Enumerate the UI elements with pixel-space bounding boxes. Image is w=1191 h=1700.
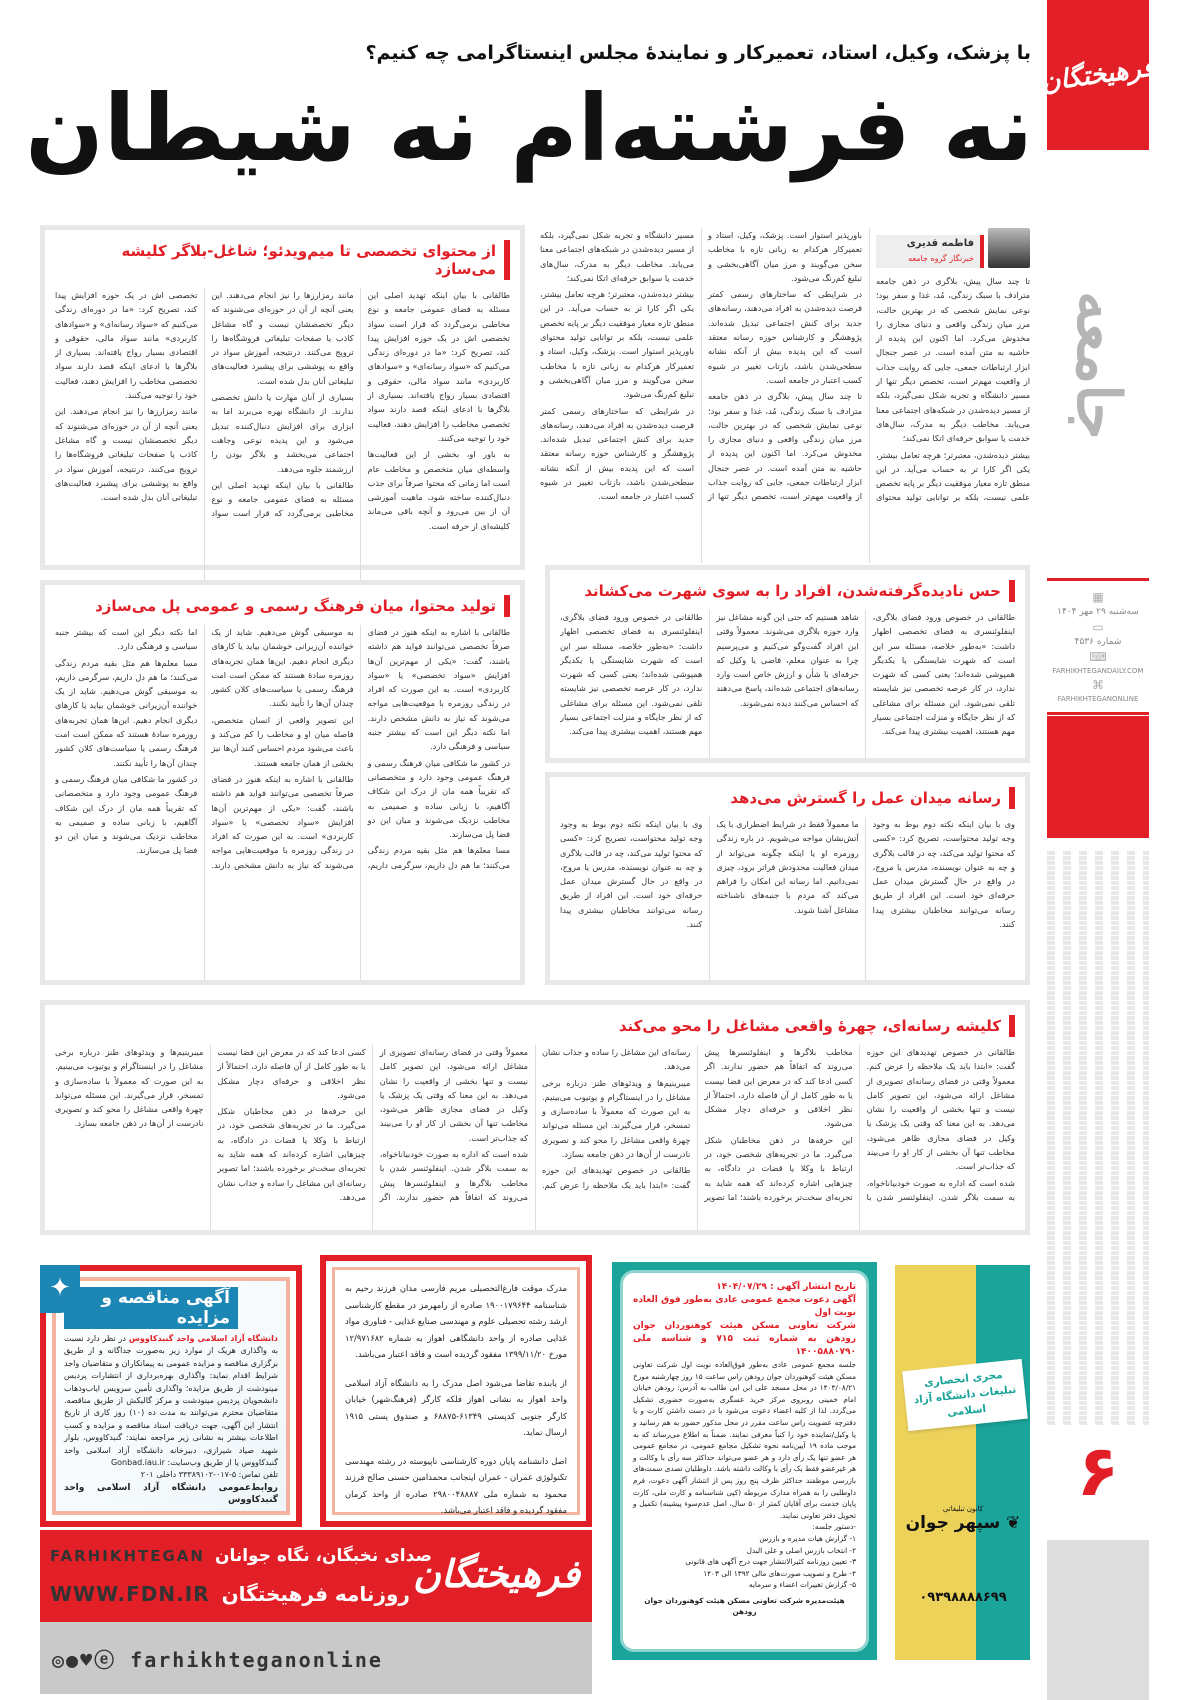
lead-article <box>540 228 1030 563</box>
article-box <box>545 772 1030 985</box>
paragraph: میبرینیم‌ها و ویدئوهای طنز درباره برخی مشاغل را در اینستاگرام و یوتیوب می‌بینیم. به این صورت که معمولاً با ساده‌سازی و تمسخر، قرار می‌گیرند. این مسئله می‌تواند چهرهٔ واقعی مشاغل را محو کند و تصویری نادرست از آن‌ها در ذهن جامعه بسازد. <box>542 1077 691 1160</box>
article-body <box>560 817 1015 980</box>
paragraph: تا چند سال پیش، بلاگری در ذهن جامعه مترادف با سبک زندگی، مُد، غذا و سفر بود؛ نوعی نمایش شخصی که در بهترین حالت، مرز میان زندگی واقعی و دنیای مجازی را مخدوش می‌کرد. اما اکنون این پدیده از حاشیه به متن آمده است. در عصر جنجال ابزار ارتباطات جمعی، جایی که روایت جذاب از واقعیت مهم‌تر است، تخصص دیگر تنها از مسیر دانشگاه و تجربه شکل نمی‌گیرد، بلکه از مسیر دیده‌شدن در شبکه‌های اجتماعی معنا می‌یابد. مخاطب دیگر به مدرک، سال‌های خدمت یا سوابق حرفه‌ای اتکا نمی‌کند؛ <box>876 276 1030 444</box>
paragraph: بیشتر دیده‌شدن، معتبرتر؛ هرچه تعامل بیشتر، یکی اگر کارا تر به حساب می‌آید. در این منطق تازه معیار موفقیت دیگر بر پایه تخصص علمی نیست، بلکه بر توانایی تولید محتوای باورپذیر استوار است. پزشک، وکیل، استاد و تعمیرکار هرکدام به زبانی تازه با مخاطب سخن می‌گویند و مرز میان آگاهی‌بخشی و تبلیغ کم‌رنگ می‌شود. <box>540 289 694 400</box>
paragraph: طالقانی در خصوص ورود فضای بلاگری، اینفلوئنسری به فضای تخصصی اظهار داشت: «به‌طور خلاصه، مسئله سر این است که شهرت شایستگی یا یکدیگر همپوشی شده‌اند؛ یعنی کسی که شهرت ندارد، در کار عرصه تخصصی نیز شایسته تلقی نمی‌شود. این مسئله برای مشاغلی که از نظر جایگاه و منزلت اجتماعی بسیار مهم هستند، اهمیت بیشتری پیدا می‌کند. <box>872 612 1015 737</box>
paragraph: مانند رمزارزها را نیز انجام می‌دهند. این یعنی آنچه از آن در حوزه‌ای می‌شنوند که دیگر تخصصشان نیست و گاه مشاغل کاذب یا صفحات تبلیغاتی فروشگاه‌ها را ترویج می‌کنند. درنتیجه، آموزش سواد در واقع به پوششی برای پیشبرد فعالیت‌های تبلیغاتی آنان بدل شده است. <box>55 406 198 503</box>
agenda-item: ۴- طرح و تصویب صورت‌های مالی ۱۳۹۲ الی ۱۴۰۳ <box>703 1568 856 1578</box>
paragraph: تا چند سال پیش، بلاگری در ذهن جامعه مترادف با سبک زندگی، مُد، غذا و سفر بود؛ نوعی نمایش شخصی که در بهترین حالت، مرز میان زندگی واقعی و دنیای مجازی را مخدوش می‌کرد. اما اکنون این پدیده از حاشیه به متن آمده است. در عصر جنجال ابزار ارتباطات جمعی، جایی که روایت جذاب از واقعیت مهم‌تر است، تخصص دیگر تنها از مسیر دانشگاه و تجربه شکل نمی‌گیرد، بلکه از مسیر دیده‌شدن در شبکه‌های اجتماعی معنا می‌یابد. مخاطب دیگر به مدرک، سال‌های خدمت یا سوابق حرفه‌ای اتکا نمی‌کند؛ <box>540 230 862 502</box>
paragraph: مسا معلم‌ها هم مثل بقیه مردم زندگی می‌کنند؛ ما هم دل داریم، سرگرمی داریم، به موسیقی گوش می‌دهیم. شاید از یک خواننده آن‌زیرانی خوشمان بیاید یا کارهای دیگری انجام دهیم. این‌ها همان تجربه‌های روزمره سادهٔ هستند که ممکن است امت فرهنگ رسمی یا سیاست‌های کلان کشور چندان آن‌ها را تأیید نکنند. <box>55 657 198 768</box>
agenda-title: -دستور جلسه: <box>812 1522 856 1532</box>
tender-org: دانشگاه آزاد اسلامی واحد گنبدکاووس <box>128 1334 279 1343</box>
social-handle: FARHIKHTEGANONLINE <box>1057 695 1139 703</box>
website: FARHIKHTEGANDAILY.COM <box>1052 667 1144 675</box>
paragraph: شده است که اداره به صورت خودبیاناخواه، به سمت بلاگر شدن. اینفلوئنسر شدن با مخاطب بلاگرها و اینفلوئنسرها پیش می‌روند که اتفاقاً هم حضور ندارند. اگر کسی ادعا کند که در معرض این فضا نیست یا به طور کامل از آن فاصله دارد، احتمالاً از نظر اخلاقی و حرفه‌ای دچار مشکل می‌شود. <box>704 1047 1015 1202</box>
paragraph: در شرایطی که ساختارهای رسمی کمتر فرصت دیده‌شدن به افراد می‌دهند، رسانه‌های جدید برای کنش اجتماعی تبدیل شده‌اند. پژوهشگر و کارشناس حوزه رسانه معتقد است که این پدیده بیش از آنکه نشانه سطحی‌شدن باشد، بازتاب تغییر در شیوه کسب اعتبار در جامعه است. <box>540 405 694 502</box>
article-body <box>55 1045 1015 1230</box>
paragraph: به باور او، بخشی از این فعالیت‌ها واسطه‌ای میان متخصص و مخاطب عام است اما زمانی که محتوا صرفاً برای جذب دنبال‌کننده ساخته شود، ماهیت آموزشی آن از بین می‌رود و آنچه باقی می‌ماند کلیشه‌ای از حرفه است. <box>367 449 510 531</box>
headline-kicker: با پزشک، وکیل، استاد، تعمیرکار و نمایندهٔ مجلس اینستاگرامی چه کنیم؟ <box>365 42 1031 64</box>
issue-date: سه‌شنبه ۲۹ مهر ۱۴۰۴ <box>1057 607 1139 617</box>
paragraph: شاهد هستیم که حتی این گونه مشاغل نیز وارد حوزه بلاگری می‌شوند. معمولاً وقتی این افراد گفت‌وگو می‌کنیم و می‌پرسیم چرا به عنوان معلم، قاضی یا وکیل که حرفه‌ای با شأن و ارزش خاص است وارد رسانه‌های اجتماعی شده‌اند، پاسخ می‌دهند که احساس می‌کنند دیده نمی‌شوند. <box>716 612 859 708</box>
banner-social[interactable]: farhikhteganonline <box>130 1648 383 1672</box>
tender-ad <box>40 1265 302 1527</box>
paragraph: طالقانی در خصوص تهدیدهای این حوزه گفت: «ابتدا باید یک ملاحظه را عرض کنم. معمولاً وقتی در فضای رسانه‌ای تصویری از مشاغل ارائه می‌شود، این تصویر کامل نیست و تنها بخشی از واقعیت را نشان می‌دهد. به این معنا که وقتی یک پزشک یا وکیل در فضای مجازی ظاهر می‌شود، مخاطب تنها آن بخشی از کار او را می‌بیند که جذاب‌تر است. <box>379 1047 691 1190</box>
section-title: جامعه <box>1063 290 1133 440</box>
social-icon: ⌘ <box>1092 678 1104 692</box>
author-name: فاطمه قدیری <box>906 238 974 250</box>
banner-slogan: صدای نخبگان، نگاه جوانان <box>214 1546 432 1566</box>
paragraph: این حرفه‌ها در ذهن مخاطبان شکل می‌گیرد. ما در تجربه‌های شخصی خود، در ارتباط با وکلا یا قضات در دادگاه، به چیزهایی اشاره کرده‌اند که همه شاید به تجربه‌ای سخت‌تر برخورده باشند؛ اما تصویر رسانه‌ای این مشاغل را ساده و جذاب نشان می‌دهد. <box>542 1047 853 1202</box>
rail-pattern-lines <box>1047 850 1149 1425</box>
paragraph: بیشتر دیده‌شدن، معتبرتر؛ هرچه تعامل بیشتر، یکی اگر کارا تر به حساب می‌آید. در این منطق تازه معیار موفقیت دیگر بر پایه تخصص علمی نیست، بلکه بر توانایی تولید محتوای باورپذیر استوار است. پزشک، وکیل، استاد و تعمیرکار هرکدام به زبانی تازه با مخاطب سخن می‌گویند و مرز میان آگاهی‌بخشی و تبلیغ کم‌رنگ می‌شود. <box>708 230 1030 503</box>
banner-text <box>50 1538 432 1614</box>
assembly-heading: آگهی دعوت مجمع عمومی عادی به‌طور فوق العاده نوبت اول <box>633 1295 856 1318</box>
paragraph: مانند رمزارزها را نیز انجام می‌دهند. این یعنی آنچه از آن در حوزه‌ای می‌شنوند که دیگر تخصصشان نیست و گاه مشاغل کاذب یا صفحات تبلیغاتی فروشگاه‌ها را ترویج می‌کنند. درنتیجه، آموزش سواد در واقع به پوششی برای پیشبرد فعالیت‌های تبلیغاتی آنان بدل شده است. <box>211 290 354 386</box>
banner-url[interactable]: WWW.FDN.IR <box>50 1582 210 1606</box>
issue-number: شماره ۴۵۳۶ <box>1074 637 1122 647</box>
tender-ad-title: آگهی مناقصه و مزایده <box>64 1287 238 1329</box>
paragraph: در شرایطی که ساختارهای رسمی کمتر فرصت دیده‌شدن به افراد می‌دهند، رسانه‌های جدید برای کنش اجتماعی تبدیل شده‌اند. پژوهشگر و کارشناس حوزه رسانه معتقد است که این پدیده بیش از آنکه نشانه سطحی‌شدن باشد، بازتاب تغییر در شیوه کسب اعتبار در جامعه است. <box>708 289 862 385</box>
paragraph: این تصویر واقعی از انسان متخصص، فاصله میان او و مخاطب را کم می‌کند و باعث می‌شود مردم احساس کنند آن‌ها نیز بخشی از همان جامعه هستند. <box>211 714 354 768</box>
agenda-item: ۵- گزارش تغییرات اعضاء و سرمایه <box>748 1580 856 1590</box>
agency-phone: ۰۹۳۹۸۸۸۸۶۹۹ <box>919 1590 1007 1605</box>
issue-info <box>1047 578 1149 715</box>
article-title: تولید محتوا، میان فرهنگ رسمی و عمومی پل می‌سازد <box>87 595 510 617</box>
agency-name: سپهر جوان <box>905 1513 1001 1533</box>
assembly-date: تاریخ انتشار آگهی : ۱۴۰۴/۰۷/۲۹ <box>716 1282 856 1292</box>
assembly-signature: هیئت‌مدیره شرکت تعاونی مسکن هیئت کوهنوردان جوان رودهن <box>644 1595 845 1617</box>
university-logo-icon: ✦ <box>40 1265 80 1313</box>
paragraph: بسیاری از آنان مهارت یا دانش تخصصی ندارند. از دانشگاه بهره می‌برند اما به ابزاری برای افزایش دنبال‌کننده تبدیل می‌شود و این پدیده نوعی وجاهت اجتماعی می‌بخشد و بلاگر بودن را ارزشمند جلوه می‌دهد. <box>211 392 354 474</box>
paragraph: وی با بیان اینکه نکته دوم بوط به وجود وجه تولید محتواست، تصریح کرد: «کسی که محتوا تولید می‌کند، چه در قالب بلاگری و چه به عنوان نویسنده، مدرس یا مروج، در واقع در حال گسترش میدان عمل حرفه‌ای خود است. این افراد از طریق رسانه می‌توانند مخاطبان بیشتری پیدا کنند. <box>872 819 1015 930</box>
tender-phone: تلفن تماس: ۵-۰۱۷-۳۳۳۸۹۱۰۲ داخلی ۲۰۱ <box>140 1470 278 1480</box>
web-icon: ⌨ <box>1089 650 1107 664</box>
article-body <box>55 625 510 980</box>
lost-notice: اصل دانشنامه پایان دوره کارشناسی ناپیوسته در رشته مهندسی تکنولوژی عمران - عمران اینجانب محمدامین حسنی صالح فرزند محمود به شماره ملی ۲۹۸۰۰۴۸۸۸۷ صادره از واحد کرمان مفقود گردیده و فاقد اعتبار می‌باشد. <box>345 1455 567 1515</box>
number-icon: ▭ <box>1092 620 1104 634</box>
assembly-ad <box>612 1262 877 1660</box>
headline-title: نه فرشته‌ام نه شیطان <box>25 75 1033 182</box>
article-box <box>40 580 525 985</box>
author-photo <box>988 228 1030 268</box>
article-body <box>55 288 510 583</box>
article-box <box>40 1000 1030 1235</box>
tender-signature: روابط‌عمومی دانشگاه آزاد اسلامی واحد گنبدکاووس <box>64 1482 278 1506</box>
agency-leaf-icon: ❦ <box>1000 1513 1021 1533</box>
article-box <box>545 565 1030 763</box>
banner-logo: فرهیختگان <box>412 1551 581 1596</box>
assembly-company: شرکت تعاونی مسکن هیئت کوهنوردان جوان رودهن به شماره ثبت ۷۱۵ و شناسه ملی ۱۴۰۰۵۸۸۰۷۹۰ <box>633 1321 856 1357</box>
paragraph: میبرینیم‌ها و ویدئوهای طنز درباره برخی مشاغل را در اینستاگرام و یوتیوب می‌بینیم. به این صورت که معمولاً با ساده‌سازی و تمسخر، قرار می‌گیرند. این مسئله می‌تواند چهرهٔ واقعی مشاغل را محو کند و تصویری نادرست از آن‌ها در ذهن جامعه بسازد. <box>55 1047 204 1129</box>
promo-banner <box>40 1530 592 1622</box>
paragraph: مسا معلم‌ها هم مثل بقیه مردم زندگی می‌کنند؛ ما هم دل داریم، سرگرمی داریم، به موسیقی گوش می‌دهیم. شاید از یک خواننده آن‌زیرانی خوشمان بیاید یا کارهای دیگری انجام دهیم. این‌ها همان تجربه‌های روزمره سادهٔ هستند که ممکن است امت فرهنگ رسمی یا سیاست‌های کلان کشور چندان آن‌ها را تأیید نکنند. <box>211 627 510 870</box>
assembly-body: جلسه مجمع عمومی عادی به‌طور فوق‌العاده نوبت اول شرکت تعاونی مسکن هیئت کوهنوردان جوان رودهن راس ساعت ۱۵ روز چهارشنبه مورخ ۱۴۰۴/۰۸/۲۱ در محل مسجد علی ابن ابی طالب به آدرس: رودهن خیابان امام خمینی روبروی مرکز خرید عسگری به‌صورت حضوری تشکیل می‌گردد. لذا از کلیه اعضاء دعوت می‌شود با در دست داشتن کارت و یا دفترچه عضویت راس ساعت مقرر در محل مذکور حضور به هم رسانید و یا وکیل/نماینده خود را کتباً معرفی نمایند. ضمناً به اطلاع می‌رساند که به موجب ماده ۱۹ آیین‌نامه نحوه تشکیل مجامع عمومی، در مجامع عمومی هر عضو تنها یک رأی دارد و هر عضو می‌تواند حداکثر سه رأی با وکالت و هر غیرعضو فقط یک رأی با وکالت داشته باشد. داوطلبان تصدی سمت‌های بازرسی موظفند حداکثر ظرف پنج روز پس از انتشار آگهی دعوت، فرم داوطلبی را به همراه مدارک مربوطه (کپی شناسنامه و کارت ملی، کارت پایان خدمت برای آقایان کمتر از ۵۰ سال، اصل عدم‌سوء پیشینه) تکمیل و تحویل دفتر تعاونی نمایند. <box>633 1360 857 1520</box>
paragraph: طالقانی در خصوص تهدیدهای این حوزه گفت: «ابتدا باید یک ملاحظه را عرض کنم. معمولاً وقتی در فضای رسانه‌ای تصویری از مشاغل ارائه می‌شود، این تصویر کامل نیست و تنها بخشی از واقعیت را نشان می‌دهد. به این معنا که وقتی یک پزشک یا وکیل در فضای مجازی ظاهر می‌شود، مخاطب تنها آن بخشی از کار او را می‌بیند که جذاب‌تر است. <box>866 1047 1015 1172</box>
agency-ad <box>895 1265 1030 1660</box>
page-number: ۶ <box>1076 1430 1120 1512</box>
author-byline <box>876 228 1030 268</box>
article-title: کلیشه رسانه‌ای، چهرهٔ واقعی مشاغل را محو می‌کند <box>611 1015 1015 1037</box>
article-title: حس نادیده‌گرفته‌شدن، افراد را به سوی شهرت می‌کشاند <box>576 580 1015 602</box>
lost-notice: مدرک موقت فارغ‌التحصیلی مریم فارسی مدان فرزند رحیم به شناسنامه ۱۹۰۰۱۷۹۶۴۴ صادره از رامهرمز در مقطع کارشناسی ارشد رشته تحصیلی علوم و مهندسی صنایع غذایی - فناوری مواد غذایی صادره از واحد دانشگاهی اهواز به شماره ۱۲/۹۷۱۶۸۲ مورخ ۱۳۹۹/۱۱/۲۰ مفقود گردیده است و فاقد اعتبار می‌باشد. <box>345 1283 567 1359</box>
agency-tagline: مجری انحصاری تبلیغات دانشگاه آزاد اسلامی <box>902 1359 1028 1431</box>
lost-notice: از یابنده تقاضا می‌شود اصل مدرک را به دانشگاه آزاد اسلامی واحد اهواز به نشانی اهواز فلکه کارگر (فرهنگ‌شهر) خیابان کارگر جنوبی کدپستی ۶۱۳۴۹-۶۸۸۷۵ و صندوق پستی ۱۹۱۵ ارسال نماید. <box>345 1377 567 1437</box>
paragraph: طالقانی با بیان اینکه تهدید اصلی این مسئله به فضای عمومی جامعه و نوع مخاطبی برمی‌گردد که قرار است سواد تخصصی اش در یک حوزه افزایش پیدا کند، تصریح کرد: «ما در دوره‌ای زندگی می‌کنیم که «سواد رسانه‌ای» و «سوادهای کاربردی» مانند سواد مالی، حقوقی و اقتصادی بسیار رواج یافته‌اند. بسیاری از بلاگرها با ادعای اینکه قصد دارند سواد تخصصی مخاطب را افزایش دهند، فعالیت خود را توجیه می‌کنند. <box>55 290 354 519</box>
agency-brand <box>903 1505 1023 1533</box>
banner-latin: FARHIKHTEGAN <box>50 1547 205 1565</box>
masthead-logo: فرهیختگان <box>1039 52 1157 98</box>
article-title: رسانه میدان عمل را گسترش می‌دهد <box>722 787 1015 809</box>
article-body <box>560 610 1015 758</box>
author-role: خبرنگار گروه جامعه <box>908 253 974 263</box>
lost-document-ad <box>320 1255 592 1527</box>
rail-red-block <box>1047 716 1149 838</box>
agenda-item: ۲- انتخاب بازرس اصلی و علی البدل <box>746 1545 856 1555</box>
lead-body <box>540 228 1030 563</box>
paragraph: طالقانی با بیان اینکه تهدید اصلی این مسئله به فضای عمومی جامعه و نوع مخاطبی برمی‌گردد که قرار است سواد تخصصی اش در یک حوزه افزایش پیدا کند، تصریح کرد: «ما در دوره‌ای زندگی می‌کنیم که «سواد رسانه‌ای» و «سوادهای کاربردی» مانند سواد مالی، حقوقی و اقتصادی بسیار رواج یافته‌اند. بسیاری از بلاگرها با ادعای اینکه قصد دارند سواد تخصصی مخاطب را افزایش دهند، فعالیت خود را توجیه می‌کنند. <box>367 290 510 443</box>
banner-name: روزنامه فرهیختگان <box>221 1582 410 1606</box>
paragraph: طالقانی با اشاره به اینکه هنوز در فضای صرفاً تخصصی می‌توانند فواید هم داشته باشند، گفت: «یکی از مهم‌ترین آن‌ها افزایش «سواد تخصصی» یا «سواد کاربردی» است. به این صورت که افراد در زندگی روزمره با موقعیت‌هایی مواجه می‌شوند که نیاز به دانش مشخص دارند. اما نکته دیگر این است که بیشتر جنبه سیاسی و فرهنگی دارد. <box>367 627 510 752</box>
article-box <box>40 225 525 570</box>
tender-body: در نظر دارد نسبت به واگذاری هریک از موارد زیر به‌صورت جداگانه و از طریق برگزاری مناقصه و مزایده عمومی به پیمانکاران و متقاضیان واجد شرایط اقدام نماید: واگذاری بهره‌برداری از انتشارات پردیس مینودشت از طریق مزایده؛ واگذاری تأمین سرویس ایاب‌وذهاب دانشجویان پردیس مینودشت و مرکز گالیکش از طریق مناقصه. متقاضیان محترم می‌توانند به مدت ده (۱۰) روز کاری از تاریخ انتشار این آگهی، جهت دریافت اسناد مناقصه و مزایده و کسب اطلاعات بیشتر به نشانی زیر مراجعه نمایند: گنبدکاووس، بلوار شهید صیاد شیرازی، دبیرخانه دانشگاه آزاد اسلامی واحد گنبدکاووس یا از طریق وب‌سایت: Gonbad.iau.ir <box>64 1334 278 1468</box>
social-icons: ◎●♥ⓔ <box>52 1648 131 1672</box>
paragraph: طالقانی در خصوص ورود فضای بلاگری، اینفلوئنسری به فضای تخصصی اظهار داشت: «به‌طور خلاصه، مسئله سر این است که شهرت شایستگی یا یکدیگر همپوشی شده‌اند؛ یعنی کسی که شهرت ندارد، در کار عرصه تخصصی نیز شایسته تلقی نمی‌شود. این مسئله برای مشاغلی که از نظر جایگاه و منزلت اجتماعی بسیار مهم هستند، اهمیت بیشتری پیدا می‌کند. <box>560 612 703 737</box>
paragraph: وی با بیان اینکه نکته دوم بوط به وجود وجه تولید محتواست، تصریح کرد: «کسی که محتوا تولید می‌کند، چه در قالب بلاگری و چه به عنوان نویسنده، مدرس یا مروج، در واقع در حال گسترش میدان عمل حرفه‌ای خود است. این افراد از طریق رسانه می‌توانند مخاطبان بیشتری پیدا کنند. <box>560 819 703 930</box>
rail-gray-block <box>1047 1540 1149 1700</box>
paragraph: در کشور ما شکافی میان فرهنگ رسمی و فرهنگ عمومی وجود دارد و متخصصانی که تقریباً همه مان از درک این شکاف آگاهیم، با زبانی ساده و صمیمی به مخاطب نزدیک می‌شوند و میان این دو فضا پل می‌سازند. <box>367 757 510 840</box>
agenda-item: ۳- تعیین روزنامه کثیرالانتشار جهت درج آگهی های قانونی <box>685 1557 856 1567</box>
calendar-icon: ▦ <box>1092 590 1104 604</box>
paragraph: در کشور ما شکافی میان فرهنگ رسمی و فرهنگ عمومی وجود دارد و متخصصانی که تقریباً همه مان از درک این شکاف آگاهیم، با زبانی ساده و صمیمی به مخاطب نزدیک می‌شوند و میان این دو فضا پل می‌سازند. <box>55 773 198 856</box>
article-title: از محتوای تخصصی تا میم‌ویدئو؛ شاغل-بلاگر کلیشه می‌سازد <box>55 240 510 280</box>
paragraph: ما معمولاً فقط در شرایط اضطراری با یک آتش‌نشان مواجه می‌شویم. در باره زندگی روزمره او یا اینکه چگونه می‌تواند از میدان فعالیت محدودش فراتر برود، چیزی نمی‌دانیم. اما رسانه این امکان را فراهم می‌کند که مردم با جنبه‌های ناشناخته مشاغل آشنا شوند. <box>716 819 859 915</box>
social-banner <box>40 1622 592 1694</box>
paragraph: این حرفه‌ها در ذهن مخاطبان شکل می‌گیرد. ما در تجربه‌های شخصی خود، در ارتباط با وکلا یا قضات در دادگاه، به چیزهایی اشاره کرده‌اند که همه شاید به تجربه‌ای سخت‌تر برخورده باشند؛ اما تصویر رسانه‌ای این مشاغل را ساده و جذاب نشان می‌دهد. <box>217 1106 366 1202</box>
paragraph: طالقانی با اشاره به اینکه هنوز در فضای صرفاً تخصصی می‌توانند فواید هم داشته باشند، گفت: «یکی از مهم‌ترین آن‌ها افزایش «سواد تخصصی» یا «سواد کاربردی» است. به این صورت که افراد در زندگی روزمره با موقعیت‌هایی مواجه می‌شوند که نیاز به دانش مشخص دارند. اما نکته دیگر این است که بیشتر جنبه سیاسی و فرهنگی دارد. <box>55 627 354 870</box>
agency-small: کانون تبلیغاتی <box>942 1505 984 1513</box>
agenda-item: ۱- گزارش هیات مدیره و بازرس <box>759 1533 856 1543</box>
paragraph: شده است که اداره به صورت خودبیاناخواه، به سمت بلاگر شدن. اینفلوئنسر شدن با مخاطب بلاگرها و اینفلوئنسرها پیش می‌روند که اتفاقاً هم حضور ندارند. اگر کسی ادعا کند که در معرض این فضا نیست یا به طور کامل از آن فاصله دارد، احتمالاً از نظر اخلاقی و حرفه‌ای دچار مشکل می‌شود. <box>217 1047 529 1202</box>
